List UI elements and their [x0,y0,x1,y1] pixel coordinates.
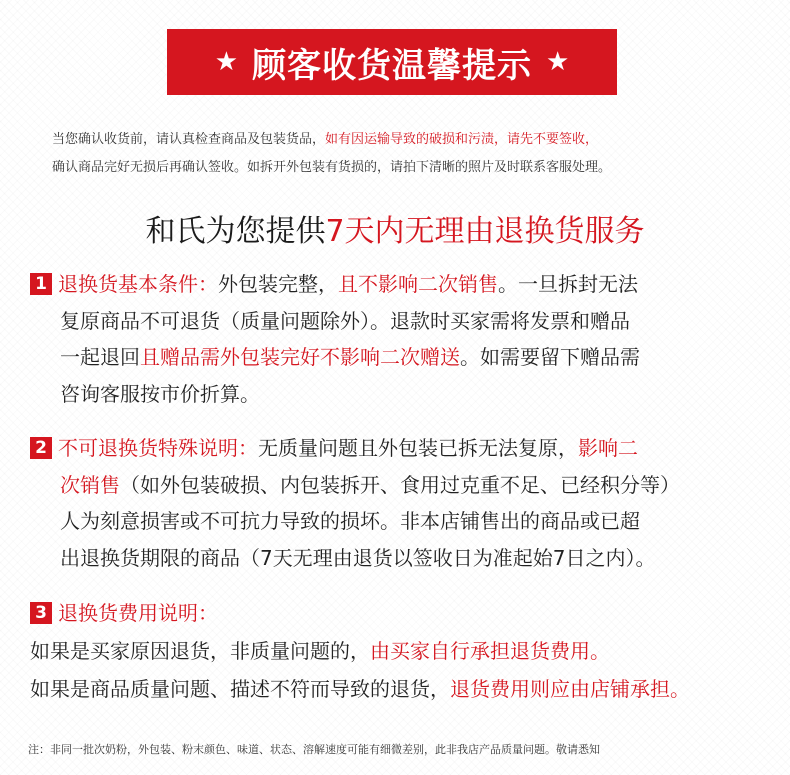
section-text: 。如需要留下赠品需 [460,345,640,369]
headline-prefix: 和氏为您提供 [145,214,326,249]
section-line [30,339,770,376]
section-highlight: 次销售 [60,472,120,497]
headline-highlight: 7天内无理由退换货服务 [325,214,645,249]
section-highlight: 且赠品需外包装完好不影响二次赠送 [140,345,460,369]
section-basic-conditions [30,266,770,412]
section-line [30,594,770,632]
section-text: （如外包装破损、内包装拆开、食用过克重不足、已经积分等） [120,472,680,497]
footnote: 注：非同一批次奶粉，外包装、粉末颜色、味道、状态、溶解速度可能有细微差别，此非我店产品质量问题。敬请悉知 [28,743,600,756]
section-return-fees [30,594,770,708]
section-line [30,670,770,708]
section-highlight: 由买家自行承担退货费用。 [370,639,610,663]
section-highlight: 影响二 [578,436,638,460]
intro-warning: 如有因运输导致的破损和污渍，请先不要签收， [325,132,599,147]
section-number-badge: 1 [30,273,52,295]
section-line: 人为刻意损害或不可抗力导致的损坏。非本店铺售出的商品或已超 [60,509,640,533]
section-line [30,266,770,303]
intro-paragraph [52,126,772,182]
section-highlight: 退货费用则应由店铺承担。 [450,677,690,701]
intro-line-1 [52,126,772,154]
section-line: 复原商品不可退货（质量问题除外）。退款时买家需将发票和赠品 [60,308,630,333]
section-number-badge: 3 [30,602,52,624]
section-number-badge: 2 [30,437,52,459]
section-heading: 退换货费用说明： [58,601,218,625]
section-text: 无质量问题且外包装已拆无法复原， [258,436,578,460]
star-icon: ★ [546,47,570,77]
title-banner [167,29,617,95]
section-text: 如果是商品质量问题、描述不符而导致的退货， [30,677,450,701]
section-line [30,467,770,504]
section-line [30,632,770,670]
section-text: 如果是买家原因退货，非质量问题的， [30,639,370,663]
section-highlight: 且不影响二次销售 [338,272,498,296]
section-text: 。一旦拆封无法 [498,272,638,296]
section-non-returnable [30,430,770,576]
service-headline [0,206,790,258]
section-line [30,430,770,467]
banner-title: 顾客收货温馨提示 [252,45,532,86]
star-icon: ★ [214,47,238,77]
section-text: 外包装完整， [218,272,338,296]
section-heading: 不可退换货特殊说明： [58,436,258,460]
intro-text: 当您确认收货前，请认真检查商品及包装货品， [52,132,326,147]
section-text: 一起退回 [60,345,140,369]
section-heading: 退换货基本条件： [58,272,218,296]
intro-line-2: 确认商品完好无损后再确认签收。如拆开外包装有货损的，请拍下清晰的照片及时联系客服处理。 [52,160,612,175]
section-line: 咨询客服按市价折算。 [60,381,260,406]
section-line: 出退换货期限的商品（7天无理由退货以签收日为准起始7日之内）。 [60,545,656,570]
